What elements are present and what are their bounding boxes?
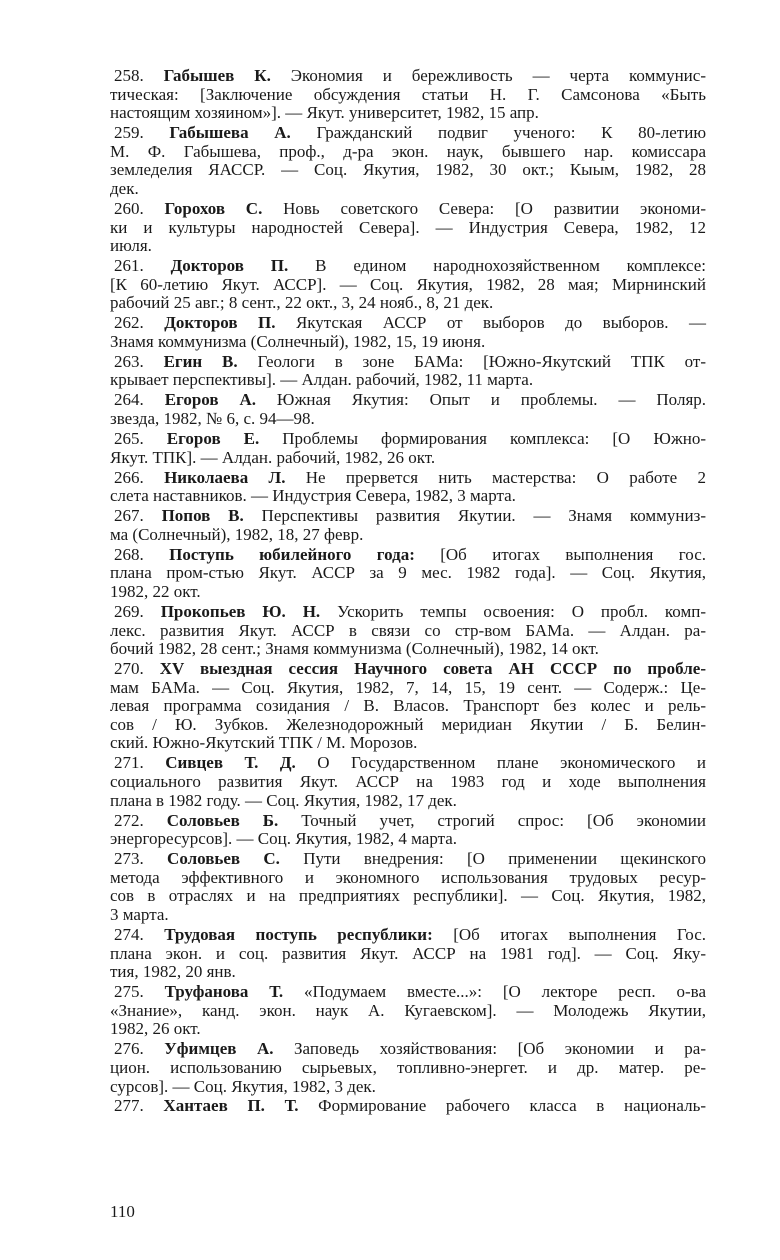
entry-line: земледелия ЯАССР. — Соц. Якутия, 1982, 30 окт.; Кыым, 1982, 28 <box>110 160 706 180</box>
entry-line: тическая: [Заключение обсуждения статьи Н. Г. Самсонова «Быть <box>110 84 706 104</box>
entry-line: 3 марта. <box>110 904 169 924</box>
entry-author: Хантаев П. Т. <box>163 1096 299 1116</box>
entry-line: бочий 1982, 28 сент.; Знамя коммунизма (Солнечный), 1982, 14 окт. <box>110 639 599 659</box>
bibliography-entry <box>110 124 706 198</box>
entry-line: лекс. развития Якут. АССР в связи со стр-вом БАМа. — Алдан. ра- <box>110 620 706 640</box>
entry-line: крывает перспективы]. — Алдан. рабочий, 1982, 11 марта. <box>110 370 534 390</box>
bibliography-entry <box>110 257 706 313</box>
entry-line: [К 60-летию Якут. АССР]. — Соц. Якутия, 1982, 28 мая; Мирнинский <box>110 274 706 294</box>
bibliography-entry <box>110 926 706 982</box>
bibliography-entry <box>110 314 706 351</box>
entry-line: энергоресурсов]. — Соц. Якутия, 1982, 4 марта. <box>110 829 458 849</box>
bibliography-entry <box>110 353 706 390</box>
entry-text: Заповедь хозяйствования: [Об экономии и ра- <box>273 1039 707 1059</box>
entry-line: мам БАМа. — Соц. Якутия, 1982, 7, 14, 15, 19 сент. — Содерж.: Це- <box>110 677 706 697</box>
entry-line <box>110 1040 706 1059</box>
entry-line <box>110 983 706 1002</box>
entry-text: Гражданский подвиг ученого: К 80-летию <box>290 123 707 143</box>
entry-line: слета наставников. — Индустрия Севера, 1982, 3 марта. <box>110 486 516 506</box>
entry-line <box>110 603 706 622</box>
entry-line <box>110 314 706 333</box>
entry-number: 261. <box>114 256 144 276</box>
bibliography-entry <box>110 391 706 428</box>
entry-author: Докторов П. <box>164 313 276 333</box>
bibliography-entry <box>110 469 706 506</box>
entry-text: Точный учет, строгий спрос: [Об экономии <box>278 810 706 830</box>
entry-author: Николаева Л. <box>164 467 286 487</box>
entry-author: Егоров Е. <box>166 429 260 449</box>
entry-line: цион. использованию сырьевых, топливно-энергет. и др. матер. ре- <box>110 1057 706 1077</box>
entry-line <box>110 469 706 488</box>
entry-line <box>110 546 706 565</box>
entry-number: 273. <box>114 849 144 869</box>
entry-number: 267. <box>114 506 144 526</box>
bibliography-entry <box>110 812 706 849</box>
entry-line: 1982, 26 окт. <box>110 1019 201 1039</box>
entry-text: Экономия и бережливость — черта коммунис- <box>270 66 706 85</box>
entry-line: сурсов]. — Соц. Якутия, 1982, 3 дек. <box>110 1076 376 1096</box>
entry-line <box>110 391 706 410</box>
entry-line <box>110 660 706 679</box>
entry-text: Якутская АССР от выборов до выборов. — <box>275 313 707 333</box>
entry-text: Проблемы формирования комплекса: [О Южно- <box>259 429 707 449</box>
entry-text: Перспективы развития Якутии. — Знамя коммуниз- <box>243 506 706 526</box>
entry-number: 260. <box>114 198 144 218</box>
entry-number: 265. <box>114 429 144 449</box>
entry-author: Габышев К. <box>163 66 271 85</box>
bibliography-entry <box>110 983 706 1039</box>
entry-line <box>110 926 706 945</box>
entry-line: рабочий 25 авг.; 8 сент., 22 окт., 3, 24 нояб., 8, 21 дек. <box>110 293 494 313</box>
entry-line: сов / Ю. Зубков. Железнодорожный меридиан Якутии / Б. Белин- <box>110 714 706 734</box>
entry-line: июля. <box>110 236 152 256</box>
entry-line: звезда, 1982, № 6, с. 94—98. <box>110 409 315 429</box>
entry-author: Соловьев Б. <box>166 810 279 830</box>
bibliography-entry <box>110 1040 706 1096</box>
entry-line <box>110 812 706 831</box>
entry-line <box>110 507 706 526</box>
entry-author: Горохов С. <box>164 198 263 218</box>
entry-number: 259. <box>114 123 144 143</box>
bibliography-list <box>110 67 706 1117</box>
entry-text: Ускорить темпы освоения: О пробл. комп- <box>320 601 707 621</box>
entry-line: левая программа созидания / В. Власов. Транспорт без колес и рель- <box>110 696 706 716</box>
entry-number: 275. <box>114 982 144 1002</box>
entry-line <box>110 430 706 449</box>
entry-line: плана экон. и соц. развития Якут. АССР на 1981 год]. — Соц. Яку- <box>110 943 706 963</box>
entry-number: 276. <box>114 1039 144 1059</box>
entry-line: дек. <box>110 178 139 198</box>
entry-line: 1982, 22 окт. <box>110 581 201 601</box>
entry-number: 270. <box>114 659 144 679</box>
page-number: 110 <box>110 1202 135 1221</box>
entry-line <box>110 353 706 372</box>
entry-author: Докторов П. <box>170 256 289 276</box>
bibliography-entry <box>110 754 706 810</box>
entry-line: Знамя коммунизма (Солнечный), 1982, 15, 19 июня. <box>110 331 486 351</box>
entry-text: [Об итогах выполнения гос. <box>414 544 706 564</box>
bibliography-entry <box>110 430 706 467</box>
entry-number: 258. <box>114 66 144 85</box>
entry-author: Уфимцев А. <box>164 1039 274 1059</box>
bibliography-entry <box>110 603 706 659</box>
entry-line: сов в отраслях и на предприятиях республики]. — Соц. Якутия, 1982, <box>110 886 706 906</box>
entry-line: Якут. ТПК]. — Алдан. рабочий, 1982, 26 окт. <box>110 447 436 467</box>
entry-number: 262. <box>114 313 144 333</box>
entry-line <box>110 67 706 86</box>
entry-line: «Знание», канд. экон. наук А. Кугаевском]. — Молодежь Якутии, <box>110 1000 706 1020</box>
entry-text: Геологи в зоне БАМа: [Южно-Якутский ТПК от- <box>237 351 706 371</box>
entry-number: 271. <box>114 753 144 773</box>
entry-text: Не прервется нить мастерства: О работе 2 <box>285 467 707 487</box>
entry-number: 263. <box>114 351 144 371</box>
entry-author: Поступь юбилейного года: <box>169 544 415 564</box>
bibliography-entry <box>110 850 706 924</box>
entry-line: ма (Солнечный), 1982, 18, 27 февр. <box>110 524 364 544</box>
entry-line: ки и культуры народностей Севера]. — Индустрия Севера, 1982, 12 <box>110 217 706 237</box>
entry-author: Труфанова Т. <box>164 982 284 1002</box>
entry-line: ский. Южно-Якутский ТПК / М. Морозов. <box>110 733 418 753</box>
entry-text: «Подумаем вместе...»: [О лекторе респ. о-ва <box>283 982 706 1002</box>
entry-text: Новь советского Севера: [О развитии экономи- <box>262 198 707 218</box>
entry-text: В едином народнохозяйственном комплексе: <box>288 256 706 276</box>
entry-number: 264. <box>114 390 144 410</box>
entry-author: XV выездная сессия Научного совета АН СССР по пробле- <box>159 659 707 679</box>
entry-text: Пути внедрения: [О применении щекинского <box>279 849 707 869</box>
bibliography-entry <box>110 200 706 256</box>
entry-line: плана пром-стью Якут. АССР за 9 мес. 1982 года]. — Соц. Якутия, <box>110 563 706 583</box>
entry-author: Сивцев Т. Д. <box>165 753 296 773</box>
entry-line: социального развития Якут. АССР на 1983 год и ходе выполнения <box>110 772 706 792</box>
entry-number: 277. <box>114 1096 144 1116</box>
entry-author: Егин В. <box>163 351 238 371</box>
entry-author: Соловьев С. <box>167 849 280 869</box>
entry-number: 272. <box>114 810 144 830</box>
entry-line: настоящим хозяином»]. — Якут. университет, 1982, 15 апр. <box>110 103 539 123</box>
bibliography-entry <box>110 507 706 544</box>
entry-author: Габышева А. <box>169 123 291 143</box>
entry-line: М. Ф. Габышева, проф., д-ра экон. наук, бывшего нар. комиссара <box>110 141 706 161</box>
entry-line <box>110 754 706 773</box>
bibliography-entry <box>110 67 706 123</box>
bibliography-entry <box>110 546 706 602</box>
entry-line <box>110 124 706 143</box>
entry-line <box>110 850 706 869</box>
entry-line: плана в 1982 году. — Соц. Якутия, 1982, 17 дек. <box>110 790 457 810</box>
entry-author: Трудовая поступь республики: <box>164 924 433 944</box>
entry-number: 269. <box>114 601 144 621</box>
entry-line <box>110 1097 706 1116</box>
bibliography-entry <box>110 1097 706 1116</box>
bibliography-entry <box>110 660 706 753</box>
entry-text: Южная Якутия: Опыт и проблемы. — Поляр. <box>256 390 707 410</box>
entry-number: 268. <box>114 544 144 564</box>
entry-text: О Государственном плане экономического и <box>295 753 706 773</box>
entry-author: Попов В. <box>161 506 244 526</box>
entry-author: Егоров А. <box>164 390 256 410</box>
entry-line <box>110 200 706 219</box>
entry-line: метода эффективного и экономного использования трудовых ресур- <box>110 867 706 887</box>
entry-line <box>110 257 706 276</box>
entry-line: тия, 1982, 20 янв. <box>110 962 236 982</box>
entry-text: [Об итогах выполнения Гос. <box>432 924 706 944</box>
entry-author: Прокопьев Ю. Н. <box>160 601 321 621</box>
entry-number: 266. <box>114 467 144 487</box>
entry-text: Формирование рабочего класса в националь- <box>298 1096 706 1116</box>
entry-number: 274. <box>114 924 144 944</box>
